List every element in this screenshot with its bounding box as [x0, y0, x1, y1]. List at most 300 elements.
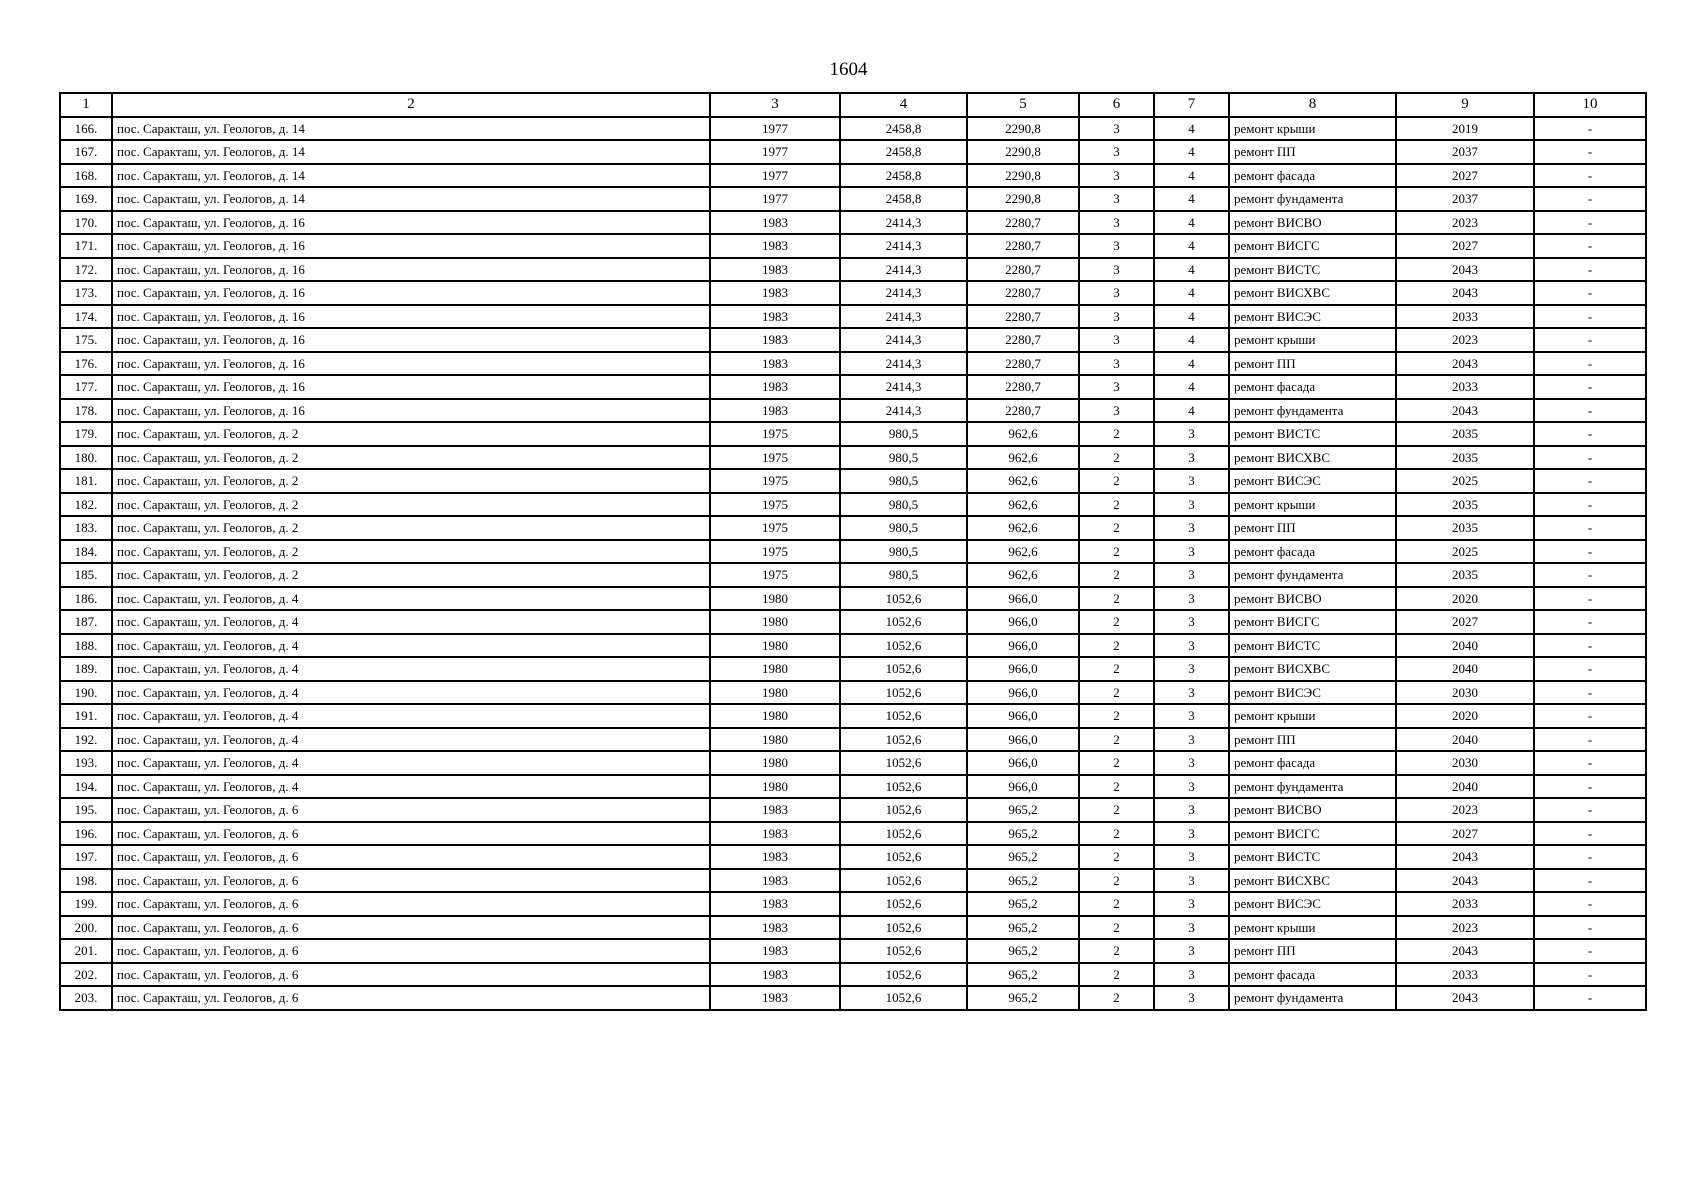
- work-type-cell: ремонт ВИСВО: [1229, 587, 1396, 611]
- living-area-cell: 2280,7: [967, 328, 1079, 352]
- living-area-cell: 966,0: [967, 681, 1079, 705]
- entrances-cell: 3: [1154, 751, 1229, 775]
- planned-year-cell: 2043: [1396, 399, 1534, 423]
- living-area-cell: 2290,8: [967, 187, 1079, 211]
- planned-year-cell: 2027: [1396, 822, 1534, 846]
- total-area-cell: 1052,6: [840, 963, 967, 987]
- address-cell: пос. Саракташ, ул. Геологов, д. 6: [112, 963, 710, 987]
- floors-cell: 2: [1079, 869, 1154, 893]
- note-cell: -: [1534, 516, 1646, 540]
- note-cell: -: [1534, 305, 1646, 329]
- row-number-cell: 182.: [60, 493, 112, 517]
- living-area-cell: 2280,7: [967, 234, 1079, 258]
- table-row: [60, 916, 1646, 940]
- floors-cell: 3: [1079, 164, 1154, 188]
- note-cell: -: [1534, 493, 1646, 517]
- floors-cell: 3: [1079, 258, 1154, 282]
- entrances-cell: 4: [1154, 234, 1229, 258]
- entrances-cell: 4: [1154, 164, 1229, 188]
- row-number-cell: 170.: [60, 211, 112, 235]
- year-cell: 1983: [710, 281, 840, 305]
- year-cell: 1983: [710, 869, 840, 893]
- planned-year-cell: 2043: [1396, 281, 1534, 305]
- floors-cell: 3: [1079, 305, 1154, 329]
- floors-cell: 2: [1079, 610, 1154, 634]
- note-cell: -: [1534, 422, 1646, 446]
- table-row: [60, 610, 1646, 634]
- table-row: [60, 939, 1646, 963]
- entrances-cell: 3: [1154, 516, 1229, 540]
- note-cell: -: [1534, 375, 1646, 399]
- planned-year-cell: 2043: [1396, 258, 1534, 282]
- row-number-cell: 171.: [60, 234, 112, 258]
- year-cell: 1983: [710, 258, 840, 282]
- address-cell: пос. Саракташ, ул. Геологов, д. 6: [112, 798, 710, 822]
- total-area-cell: 2414,3: [840, 399, 967, 423]
- row-number-cell: 166.: [60, 117, 112, 141]
- total-area-cell: 2414,3: [840, 352, 967, 376]
- table-row: [60, 822, 1646, 846]
- total-area-cell: 980,5: [840, 540, 967, 564]
- note-cell: -: [1534, 869, 1646, 893]
- total-area-cell: 2414,3: [840, 328, 967, 352]
- year-cell: 1983: [710, 375, 840, 399]
- planned-year-cell: 2025: [1396, 469, 1534, 493]
- work-type-cell: ремонт фундамента: [1229, 187, 1396, 211]
- address-cell: пос. Саракташ, ул. Геологов, д. 16: [112, 352, 710, 376]
- living-area-cell: 966,0: [967, 751, 1079, 775]
- work-type-cell: ремонт ВИСЭС: [1229, 305, 1396, 329]
- entrances-cell: 4: [1154, 305, 1229, 329]
- floors-cell: 2: [1079, 892, 1154, 916]
- entrances-cell: 3: [1154, 704, 1229, 728]
- work-type-cell: ремонт фундамента: [1229, 399, 1396, 423]
- floors-cell: 2: [1079, 563, 1154, 587]
- address-cell: пос. Саракташ, ул. Геологов, д. 2: [112, 516, 710, 540]
- entrances-cell: 3: [1154, 822, 1229, 846]
- work-type-cell: ремонт ВИСГС: [1229, 234, 1396, 258]
- table-header-row: [60, 93, 1646, 117]
- row-number-cell: 187.: [60, 610, 112, 634]
- address-cell: пос. Саракташ, ул. Геологов, д. 4: [112, 634, 710, 658]
- table-row: [60, 422, 1646, 446]
- work-type-cell: ремонт крыши: [1229, 328, 1396, 352]
- row-number-cell: 200.: [60, 916, 112, 940]
- total-area-cell: 1052,6: [840, 939, 967, 963]
- planned-year-cell: 2020: [1396, 704, 1534, 728]
- row-number-cell: 198.: [60, 869, 112, 893]
- floors-cell: 2: [1079, 587, 1154, 611]
- living-area-cell: 965,2: [967, 822, 1079, 846]
- note-cell: -: [1534, 963, 1646, 987]
- entrances-cell: 3: [1154, 493, 1229, 517]
- work-type-cell: ремонт ВИСТС: [1229, 634, 1396, 658]
- year-cell: 1975: [710, 540, 840, 564]
- year-cell: 1975: [710, 493, 840, 517]
- note-cell: -: [1534, 140, 1646, 164]
- entrances-cell: 4: [1154, 258, 1229, 282]
- entrances-cell: 4: [1154, 328, 1229, 352]
- note-cell: -: [1534, 328, 1646, 352]
- table-row: [60, 704, 1646, 728]
- work-type-cell: ремонт фасада: [1229, 963, 1396, 987]
- note-cell: -: [1534, 939, 1646, 963]
- entrances-cell: 3: [1154, 610, 1229, 634]
- living-area-cell: 965,2: [967, 845, 1079, 869]
- floors-cell: 2: [1079, 728, 1154, 752]
- table-row: [60, 563, 1646, 587]
- row-number-cell: 178.: [60, 399, 112, 423]
- column-header: 7: [1154, 93, 1229, 117]
- planned-year-cell: 2043: [1396, 352, 1534, 376]
- address-cell: пос. Саракташ, ул. Геологов, д. 2: [112, 422, 710, 446]
- total-area-cell: 2414,3: [840, 305, 967, 329]
- living-area-cell: 966,0: [967, 634, 1079, 658]
- work-type-cell: ремонт ВИСХВС: [1229, 869, 1396, 893]
- row-number-cell: 184.: [60, 540, 112, 564]
- table-row: [60, 986, 1646, 1010]
- work-type-cell: ремонт ВИСХВС: [1229, 281, 1396, 305]
- entrances-cell: 3: [1154, 657, 1229, 681]
- year-cell: 1980: [710, 657, 840, 681]
- row-number-cell: 190.: [60, 681, 112, 705]
- table-row: [60, 963, 1646, 987]
- note-cell: -: [1534, 164, 1646, 188]
- floors-cell: 2: [1079, 775, 1154, 799]
- living-area-cell: 2280,7: [967, 281, 1079, 305]
- floors-cell: 3: [1079, 187, 1154, 211]
- table-row: [60, 305, 1646, 329]
- living-area-cell: 2290,8: [967, 164, 1079, 188]
- entrances-cell: 3: [1154, 939, 1229, 963]
- year-cell: 1983: [710, 939, 840, 963]
- note-cell: -: [1534, 845, 1646, 869]
- row-number-cell: 196.: [60, 822, 112, 846]
- entrances-cell: 4: [1154, 375, 1229, 399]
- planned-year-cell: 2043: [1396, 869, 1534, 893]
- address-cell: пос. Саракташ, ул. Геологов, д. 16: [112, 305, 710, 329]
- living-area-cell: 965,2: [967, 963, 1079, 987]
- planned-year-cell: 2033: [1396, 305, 1534, 329]
- year-cell: 1975: [710, 563, 840, 587]
- address-cell: пос. Саракташ, ул. Геологов, д. 4: [112, 775, 710, 799]
- planned-year-cell: 2019: [1396, 117, 1534, 141]
- row-number-cell: 168.: [60, 164, 112, 188]
- year-cell: 1983: [710, 916, 840, 940]
- year-cell: 1980: [710, 704, 840, 728]
- column-header: 10: [1534, 93, 1646, 117]
- work-type-cell: ремонт крыши: [1229, 916, 1396, 940]
- table-row: [60, 469, 1646, 493]
- planned-year-cell: 2035: [1396, 516, 1534, 540]
- work-type-cell: ремонт ПП: [1229, 516, 1396, 540]
- floors-cell: 2: [1079, 681, 1154, 705]
- row-number-cell: 188.: [60, 634, 112, 658]
- floors-cell: 3: [1079, 399, 1154, 423]
- living-area-cell: 962,6: [967, 446, 1079, 470]
- entrances-cell: 3: [1154, 422, 1229, 446]
- floors-cell: 2: [1079, 751, 1154, 775]
- entrances-cell: 3: [1154, 446, 1229, 470]
- work-type-cell: ремонт ПП: [1229, 140, 1396, 164]
- total-area-cell: 2458,8: [840, 164, 967, 188]
- address-cell: пос. Саракташ, ул. Геологов, д. 16: [112, 399, 710, 423]
- table-row: [60, 516, 1646, 540]
- planned-year-cell: 2033: [1396, 375, 1534, 399]
- work-type-cell: ремонт фасада: [1229, 751, 1396, 775]
- year-cell: 1980: [710, 728, 840, 752]
- repair-schedule-table: [59, 92, 1647, 1011]
- table-row: [60, 798, 1646, 822]
- work-type-cell: ремонт ВИСТС: [1229, 845, 1396, 869]
- work-type-cell: ремонт фасада: [1229, 375, 1396, 399]
- note-cell: -: [1534, 540, 1646, 564]
- row-number-cell: 175.: [60, 328, 112, 352]
- floors-cell: 2: [1079, 798, 1154, 822]
- entrances-cell: 4: [1154, 117, 1229, 141]
- address-cell: пос. Саракташ, ул. Геологов, д. 16: [112, 375, 710, 399]
- planned-year-cell: 2035: [1396, 422, 1534, 446]
- row-number-cell: 191.: [60, 704, 112, 728]
- note-cell: -: [1534, 986, 1646, 1010]
- total-area-cell: 980,5: [840, 516, 967, 540]
- year-cell: 1975: [710, 422, 840, 446]
- year-cell: 1980: [710, 775, 840, 799]
- address-cell: пос. Саракташ, ул. Геологов, д. 16: [112, 258, 710, 282]
- planned-year-cell: 2033: [1396, 892, 1534, 916]
- year-cell: 1983: [710, 798, 840, 822]
- page-number: 1604: [829, 59, 868, 80]
- planned-year-cell: 2035: [1396, 493, 1534, 517]
- work-type-cell: ремонт ПП: [1229, 939, 1396, 963]
- note-cell: -: [1534, 681, 1646, 705]
- floors-cell: 3: [1079, 211, 1154, 235]
- living-area-cell: 965,2: [967, 798, 1079, 822]
- address-cell: пос. Саракташ, ул. Геологов, д. 6: [112, 845, 710, 869]
- row-number-cell: 183.: [60, 516, 112, 540]
- year-cell: 1980: [710, 587, 840, 611]
- planned-year-cell: 2025: [1396, 540, 1534, 564]
- work-type-cell: ремонт ПП: [1229, 352, 1396, 376]
- row-number-cell: 174.: [60, 305, 112, 329]
- address-cell: пос. Саракташ, ул. Геологов, д. 4: [112, 681, 710, 705]
- entrances-cell: 3: [1154, 775, 1229, 799]
- total-area-cell: 2458,8: [840, 187, 967, 211]
- table-row: [60, 234, 1646, 258]
- planned-year-cell: 2037: [1396, 140, 1534, 164]
- entrances-cell: 4: [1154, 281, 1229, 305]
- total-area-cell: 1052,6: [840, 587, 967, 611]
- floors-cell: 2: [1079, 704, 1154, 728]
- floors-cell: 3: [1079, 140, 1154, 164]
- year-cell: 1977: [710, 140, 840, 164]
- note-cell: -: [1534, 634, 1646, 658]
- year-cell: 1983: [710, 986, 840, 1010]
- address-cell: пос. Саракташ, ул. Геологов, д. 4: [112, 610, 710, 634]
- address-cell: пос. Саракташ, ул. Геологов, д. 4: [112, 704, 710, 728]
- address-cell: пос. Саракташ, ул. Геологов, д. 16: [112, 281, 710, 305]
- address-cell: пос. Саракташ, ул. Геологов, д. 2: [112, 493, 710, 517]
- address-cell: пос. Саракташ, ул. Геологов, д. 6: [112, 869, 710, 893]
- entrances-cell: 4: [1154, 140, 1229, 164]
- note-cell: -: [1534, 281, 1646, 305]
- year-cell: 1977: [710, 117, 840, 141]
- living-area-cell: 966,0: [967, 728, 1079, 752]
- planned-year-cell: 2040: [1396, 634, 1534, 658]
- entrances-cell: 3: [1154, 916, 1229, 940]
- table-row: [60, 775, 1646, 799]
- note-cell: -: [1534, 563, 1646, 587]
- year-cell: 1975: [710, 446, 840, 470]
- address-cell: пос. Саракташ, ул. Геологов, д. 14: [112, 140, 710, 164]
- table-row: [60, 399, 1646, 423]
- address-cell: пос. Саракташ, ул. Геологов, д. 14: [112, 187, 710, 211]
- address-cell: пос. Саракташ, ул. Геологов, д. 2: [112, 540, 710, 564]
- living-area-cell: 2280,7: [967, 352, 1079, 376]
- address-cell: пос. Саракташ, ул. Геологов, д. 16: [112, 211, 710, 235]
- column-header: 8: [1229, 93, 1396, 117]
- living-area-cell: 965,2: [967, 916, 1079, 940]
- total-area-cell: 1052,6: [840, 775, 967, 799]
- living-area-cell: 965,2: [967, 892, 1079, 916]
- total-area-cell: 1052,6: [840, 634, 967, 658]
- row-number-cell: 186.: [60, 587, 112, 611]
- living-area-cell: 966,0: [967, 657, 1079, 681]
- table-row: [60, 281, 1646, 305]
- table-row: [60, 845, 1646, 869]
- total-area-cell: 2414,3: [840, 258, 967, 282]
- table-row: [60, 681, 1646, 705]
- living-area-cell: 962,6: [967, 469, 1079, 493]
- row-number-cell: 169.: [60, 187, 112, 211]
- year-cell: 1975: [710, 516, 840, 540]
- work-type-cell: ремонт ВИСГС: [1229, 822, 1396, 846]
- year-cell: 1983: [710, 822, 840, 846]
- total-area-cell: 2414,3: [840, 211, 967, 235]
- year-cell: 1983: [710, 892, 840, 916]
- row-number-cell: 202.: [60, 963, 112, 987]
- year-cell: 1980: [710, 610, 840, 634]
- table-row: [60, 634, 1646, 658]
- row-number-cell: 185.: [60, 563, 112, 587]
- table-row: [60, 751, 1646, 775]
- total-area-cell: 2458,8: [840, 140, 967, 164]
- column-header: 2: [112, 93, 710, 117]
- work-type-cell: ремонт крыши: [1229, 117, 1396, 141]
- total-area-cell: 1052,6: [840, 822, 967, 846]
- table-row: [60, 375, 1646, 399]
- entrances-cell: 3: [1154, 587, 1229, 611]
- year-cell: 1983: [710, 845, 840, 869]
- table-row: [60, 869, 1646, 893]
- note-cell: -: [1534, 469, 1646, 493]
- floors-cell: 3: [1079, 281, 1154, 305]
- total-area-cell: 1052,6: [840, 704, 967, 728]
- planned-year-cell: 2027: [1396, 610, 1534, 634]
- address-cell: пос. Саракташ, ул. Геологов, д. 4: [112, 587, 710, 611]
- total-area-cell: 1052,6: [840, 892, 967, 916]
- note-cell: -: [1534, 916, 1646, 940]
- floors-cell: 2: [1079, 963, 1154, 987]
- year-cell: 1977: [710, 187, 840, 211]
- year-cell: 1983: [710, 963, 840, 987]
- note-cell: -: [1534, 728, 1646, 752]
- living-area-cell: 965,2: [967, 869, 1079, 893]
- living-area-cell: 962,6: [967, 493, 1079, 517]
- planned-year-cell: 2023: [1396, 211, 1534, 235]
- note-cell: -: [1534, 187, 1646, 211]
- address-cell: пос. Саракташ, ул. Геологов, д. 2: [112, 563, 710, 587]
- table-row: [60, 140, 1646, 164]
- address-cell: пос. Саракташ, ул. Геологов, д. 4: [112, 751, 710, 775]
- floors-cell: 2: [1079, 634, 1154, 658]
- year-cell: 1980: [710, 634, 840, 658]
- living-area-cell: 966,0: [967, 587, 1079, 611]
- floors-cell: 3: [1079, 328, 1154, 352]
- column-header: 9: [1396, 93, 1534, 117]
- row-number-cell: 201.: [60, 939, 112, 963]
- planned-year-cell: 2035: [1396, 563, 1534, 587]
- planned-year-cell: 2020: [1396, 587, 1534, 611]
- table-row: [60, 117, 1646, 141]
- address-cell: пос. Саракташ, ул. Геологов, д. 16: [112, 234, 710, 258]
- total-area-cell: 1052,6: [840, 845, 967, 869]
- column-header: 1: [60, 93, 112, 117]
- work-type-cell: ремонт ВИСЭС: [1229, 469, 1396, 493]
- table-row: [60, 187, 1646, 211]
- floors-cell: 2: [1079, 422, 1154, 446]
- floors-cell: 2: [1079, 657, 1154, 681]
- table-row: [60, 728, 1646, 752]
- planned-year-cell: 2027: [1396, 164, 1534, 188]
- planned-year-cell: 2023: [1396, 798, 1534, 822]
- planned-year-cell: 2043: [1396, 939, 1534, 963]
- address-cell: пос. Саракташ, ул. Геологов, д. 2: [112, 469, 710, 493]
- work-type-cell: ремонт крыши: [1229, 493, 1396, 517]
- total-area-cell: 2414,3: [840, 234, 967, 258]
- total-area-cell: 1052,6: [840, 751, 967, 775]
- note-cell: -: [1534, 258, 1646, 282]
- work-type-cell: ремонт фундамента: [1229, 775, 1396, 799]
- work-type-cell: ремонт фасада: [1229, 540, 1396, 564]
- work-type-cell: ремонт ВИСВО: [1229, 798, 1396, 822]
- year-cell: 1980: [710, 681, 840, 705]
- work-type-cell: ремонт фундамента: [1229, 563, 1396, 587]
- total-area-cell: 1052,6: [840, 681, 967, 705]
- total-area-cell: 1052,6: [840, 657, 967, 681]
- total-area-cell: 1052,6: [840, 610, 967, 634]
- row-number-cell: 167.: [60, 140, 112, 164]
- address-cell: пос. Саракташ, ул. Геологов, д. 6: [112, 939, 710, 963]
- note-cell: -: [1534, 892, 1646, 916]
- note-cell: -: [1534, 117, 1646, 141]
- row-number-cell: 176.: [60, 352, 112, 376]
- entrances-cell: 3: [1154, 963, 1229, 987]
- living-area-cell: 2280,7: [967, 258, 1079, 282]
- year-cell: 1983: [710, 328, 840, 352]
- entrances-cell: 4: [1154, 211, 1229, 235]
- row-number-cell: 181.: [60, 469, 112, 493]
- table-row: [60, 446, 1646, 470]
- total-area-cell: 1052,6: [840, 916, 967, 940]
- living-area-cell: 2280,7: [967, 375, 1079, 399]
- note-cell: -: [1534, 610, 1646, 634]
- address-cell: пос. Саракташ, ул. Геологов, д. 4: [112, 728, 710, 752]
- address-cell: пос. Саракташ, ул. Геологов, д. 14: [112, 164, 710, 188]
- note-cell: -: [1534, 211, 1646, 235]
- floors-cell: 2: [1079, 446, 1154, 470]
- note-cell: -: [1534, 775, 1646, 799]
